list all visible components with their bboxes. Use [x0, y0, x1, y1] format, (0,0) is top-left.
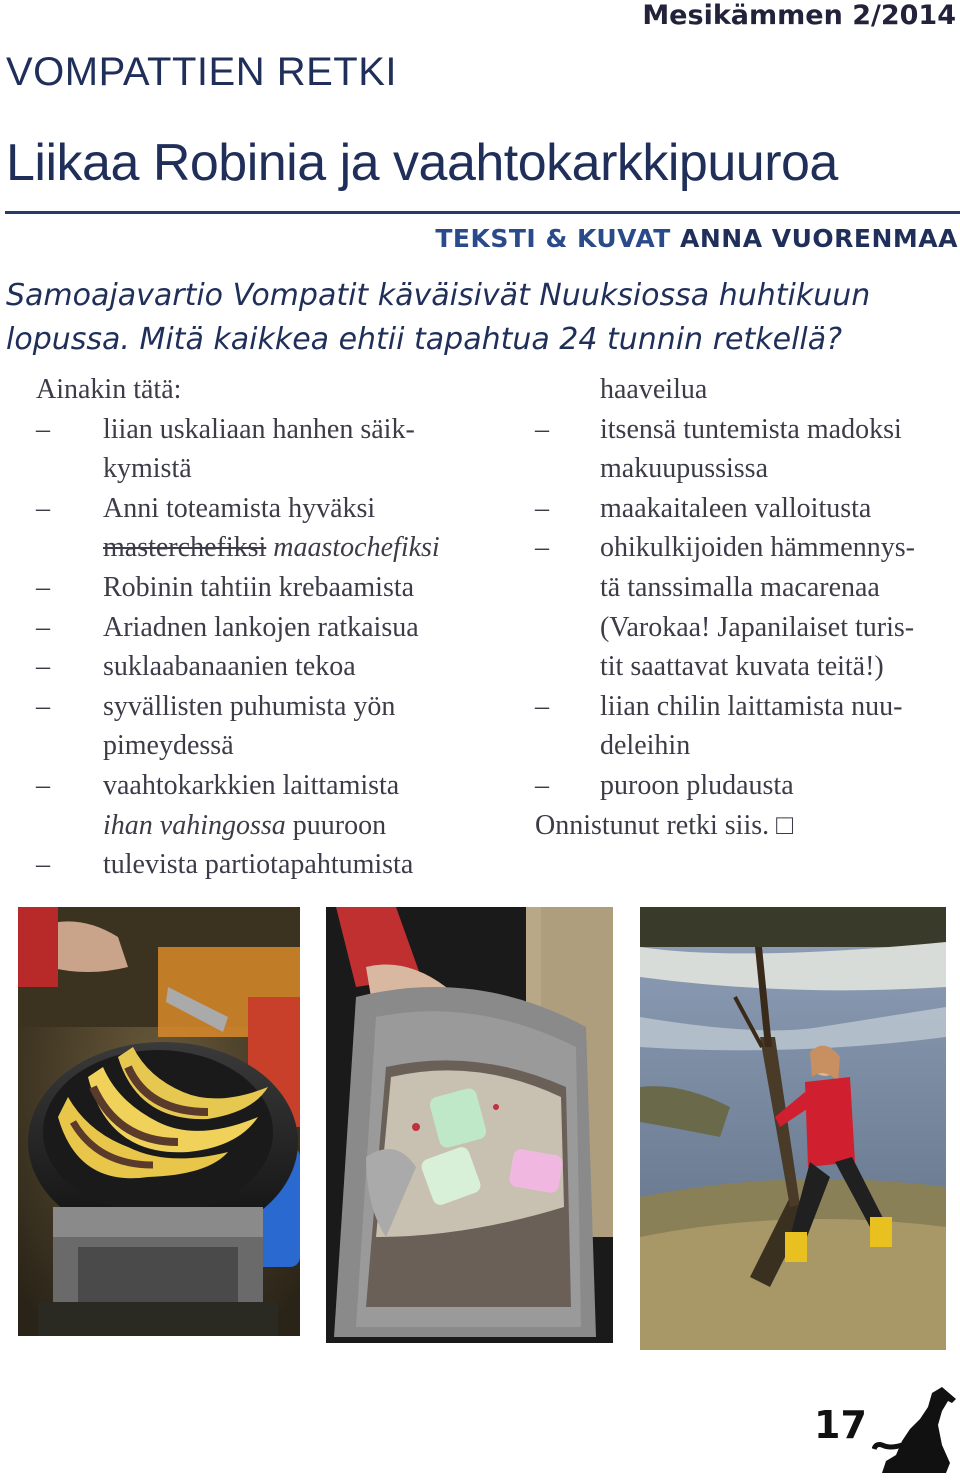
- list-item: – syvällisten puhumista yön: [36, 690, 396, 722]
- page-number: 17: [814, 1403, 867, 1447]
- list-item: – Ariadnen lankojen ratkaisua: [36, 611, 419, 643]
- lead-line: lopussa. Mitä kaikkea ehtii tapahtua 24 tunnin retkellä?: [6, 322, 843, 357]
- list-item-continuation: tit saattavat kuvata teitä!): [600, 651, 884, 683]
- list-item-continuation: (Varokaa! Japanilaiset turis-: [600, 611, 915, 643]
- lead-paragraph: [6, 274, 956, 362]
- list-item-continuation: kymistä: [103, 453, 192, 485]
- list-item: – Anni toteamista hyväksi: [36, 492, 376, 524]
- list-item-continuation: haaveilua: [600, 374, 708, 405]
- list-item: – tulevista partiotapahtumista: [36, 849, 414, 881]
- list-item-continuation: makuupussissa: [600, 453, 768, 485]
- italic-phrase: ihan vahingossa: [103, 809, 286, 841]
- list-item-continuation: ihan vahingossa puuroon: [103, 809, 387, 841]
- section-title: VOMPATTIEN RETKI: [6, 50, 397, 94]
- photo-banana-stove-image: [18, 907, 300, 1336]
- photo-girl-by-lake-image: [640, 907, 946, 1350]
- photo-marshmallow-porridge-image: [326, 907, 613, 1343]
- list-item-continuation: deleihin: [600, 730, 691, 762]
- howling-wolf-logo: [872, 1385, 958, 1475]
- list-intro: Ainakin tätä:: [36, 374, 182, 405]
- list-item-continuation: [36, 528, 506, 568]
- list-item-continuation: tä tanssimalla macarenaa: [600, 571, 880, 603]
- list-item: – maakaitaleen valloitusta: [535, 492, 872, 524]
- list-item: – ohikulkijoiden hämmennys-: [535, 532, 915, 564]
- left-column: [36, 370, 506, 885]
- list-item: – puroon pludausta: [535, 769, 794, 801]
- struck-word: masterchefiksi: [103, 532, 267, 564]
- right-column: [535, 370, 955, 845]
- wolf-icon: [872, 1385, 958, 1475]
- issue-label: Mesikämmen 2/2014: [642, 0, 956, 31]
- list-item: – vaahtokarkkien laittamista: [36, 769, 400, 801]
- title-rule: [5, 211, 960, 214]
- closing-line: Onnistunut retki siis. □: [535, 809, 794, 841]
- list-item-continuation: pimeydessä: [103, 730, 234, 762]
- list-item: – liian uskaliaan hanhen säik-: [36, 413, 415, 445]
- photo-banana-stove: [18, 907, 300, 1336]
- article-title: Liikaa Robinia ja vaahtokarkkipuuroa: [6, 134, 838, 192]
- list-item: – Robinin tahtiin krebaamista: [36, 571, 415, 603]
- lead-line: Samoajavartio Vompatit käväisivät Nuuksiossa huhtikuun: [6, 278, 871, 313]
- photo-girl-by-lake: [640, 907, 946, 1350]
- list-item: – suklaabanaanien tekoa: [36, 651, 356, 683]
- byline-name: ANNA VUORENMAA: [680, 224, 958, 253]
- italic-word: maastochefiksi: [273, 532, 440, 564]
- byline-label: TEKSTI & KUVAT: [435, 224, 671, 253]
- byline: [435, 224, 958, 253]
- list-item: – itsensä tuntemista madoksi: [535, 413, 902, 445]
- list-item: – liian chilin laittamista nuu-: [535, 690, 903, 722]
- photo-marshmallow-porridge: [326, 907, 613, 1343]
